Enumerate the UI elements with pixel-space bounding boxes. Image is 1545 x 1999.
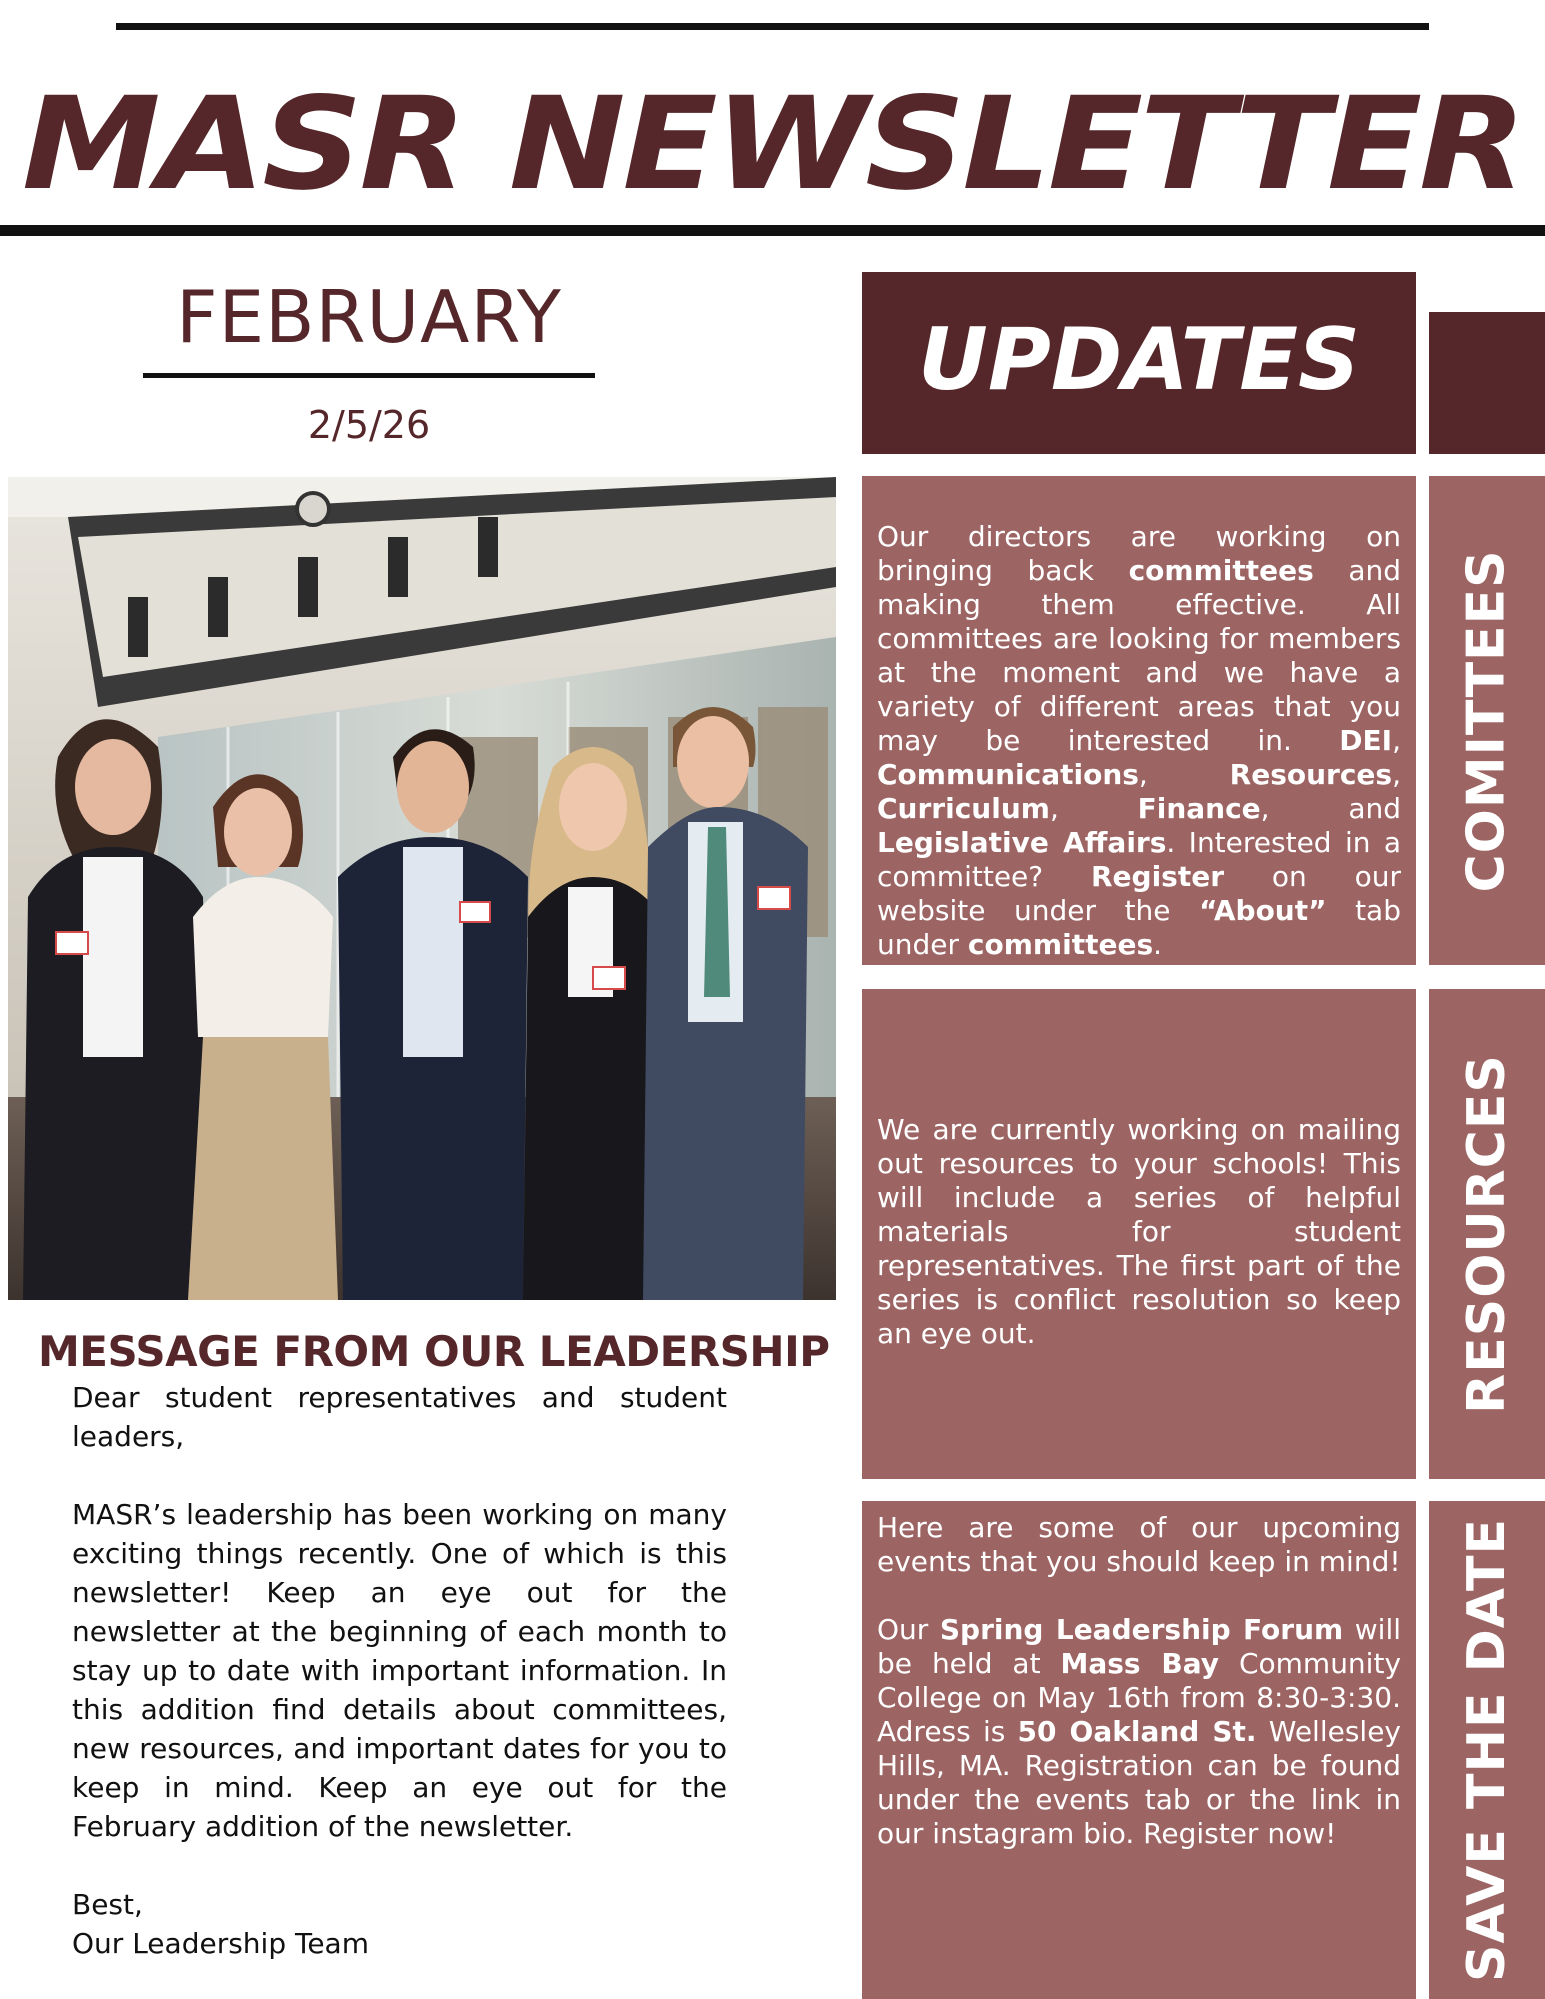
event-text-part: Wellesley Hills, MA. Registration can be found under the events tab or the link in our instagram bio. Register now! <box>877 1715 1402 1850</box>
committees-text-part: tab under <box>877 894 1401 961</box>
top-rule <box>116 23 1429 30</box>
masthead-rule <box>0 225 1545 236</box>
committees-text-part: . <box>1153 928 1163 961</box>
committees-bold: “About” <box>1199 894 1327 927</box>
committees-bold: Register <box>1090 860 1225 893</box>
updates-side-bar <box>1429 312 1545 454</box>
save-the-date-panel <box>862 1501 1416 1999</box>
committees-text-part: and making them effective. All committees are looking for members at the moment and we have a variety of different areas that you may be interested in. <box>877 554 1402 757</box>
committees-text-part: , <box>1392 758 1401 791</box>
committees-text-part: , and <box>1260 792 1401 825</box>
committees-bold: Curriculum <box>877 792 1050 825</box>
committees-panel <box>862 476 1416 965</box>
committees-text-part: Our directors are working on bringing back <box>877 520 1401 587</box>
committees-text-part: on our website under the <box>877 860 1401 927</box>
month-underline <box>143 373 595 378</box>
resources-label: RESOURCES <box>1457 1054 1517 1414</box>
message-body: MASR’s leadership has been working on many exciting things recently. One of which is this newsletter! Keep an eye out for the newsletter at the beginning of each month to stay up to date with important information. In this addition find details about committees, new resources, and important dates for you to keep in mind. Keep an eye out for the February addition of the newsletter. <box>72 1498 727 1843</box>
message-greeting: Dear student representatives and student leaders, <box>72 1381 727 1453</box>
committees-bold: Communications <box>877 758 1139 791</box>
save-the-date-details <box>877 1613 1401 1851</box>
committees-bold: Finance <box>1137 792 1261 825</box>
leadership-heading: MESSAGE FROM OUR LEADERSHIP <box>38 1327 830 1376</box>
committees-text-part: , <box>1049 792 1138 825</box>
column-divider <box>1420 312 1429 1975</box>
event-text-part: will be held at <box>877 1613 1402 1680</box>
event-bold: Mass Bay <box>1060 1647 1220 1680</box>
leadership-message <box>72 1378 727 1963</box>
committees-text-part: . Interested in a committee? <box>877 826 1402 893</box>
event-bold: 50 Oakland St. <box>1017 1715 1257 1748</box>
save-the-date-text <box>877 1511 1401 1851</box>
committees-text-part: , <box>1392 724 1401 757</box>
message-signoff-line: Best, <box>72 1888 143 1921</box>
event-text-part: Our <box>877 1613 940 1646</box>
resources-text: We are currently working on mailing out resources to your schools! This will include a series of helpful materials for student representatives. The first part of the series is conflict resolution so keep an eye out. <box>877 1113 1401 1350</box>
committees-bold: Legislative Affairs <box>877 826 1167 859</box>
message-signature: Our Leadership Team <box>72 1927 369 1960</box>
committees-text-part: , <box>1138 758 1230 791</box>
committees-bold: DEI <box>1339 724 1393 757</box>
updates-title: UPDATES <box>918 310 1360 410</box>
group-photo <box>8 477 836 1300</box>
committees-bold: committees <box>967 928 1154 961</box>
resources-side-tab <box>1429 989 1545 1479</box>
save-the-date-label: SAVE THE DATE <box>1457 1517 1518 1983</box>
committees-text <box>877 520 1401 962</box>
committees-bold: Resources <box>1229 758 1393 791</box>
group-photo-icon <box>8 477 836 1300</box>
save-the-date-side-tab <box>1429 1501 1545 1999</box>
committees-bold: committees <box>1128 554 1314 587</box>
committees-label: COMITTEES <box>1457 548 1517 893</box>
issue-date: 2/5/26 <box>307 403 431 447</box>
resources-panel <box>862 989 1416 1479</box>
save-the-date-intro: Here are some of our upcoming events that you should keep in mind! <box>877 1511 1401 1578</box>
newsletter-title: MASR NEWSLETTER <box>21 70 1524 219</box>
event-bold: Spring Leadership Forum <box>939 1613 1344 1646</box>
committees-side-tab <box>1429 476 1545 965</box>
issue-month: FEBRUARY <box>176 275 562 359</box>
message-signoff <box>72 1885 727 1963</box>
event-text-part: Community College on May 16th from 8:30-3:30. Adress is <box>877 1647 1402 1748</box>
